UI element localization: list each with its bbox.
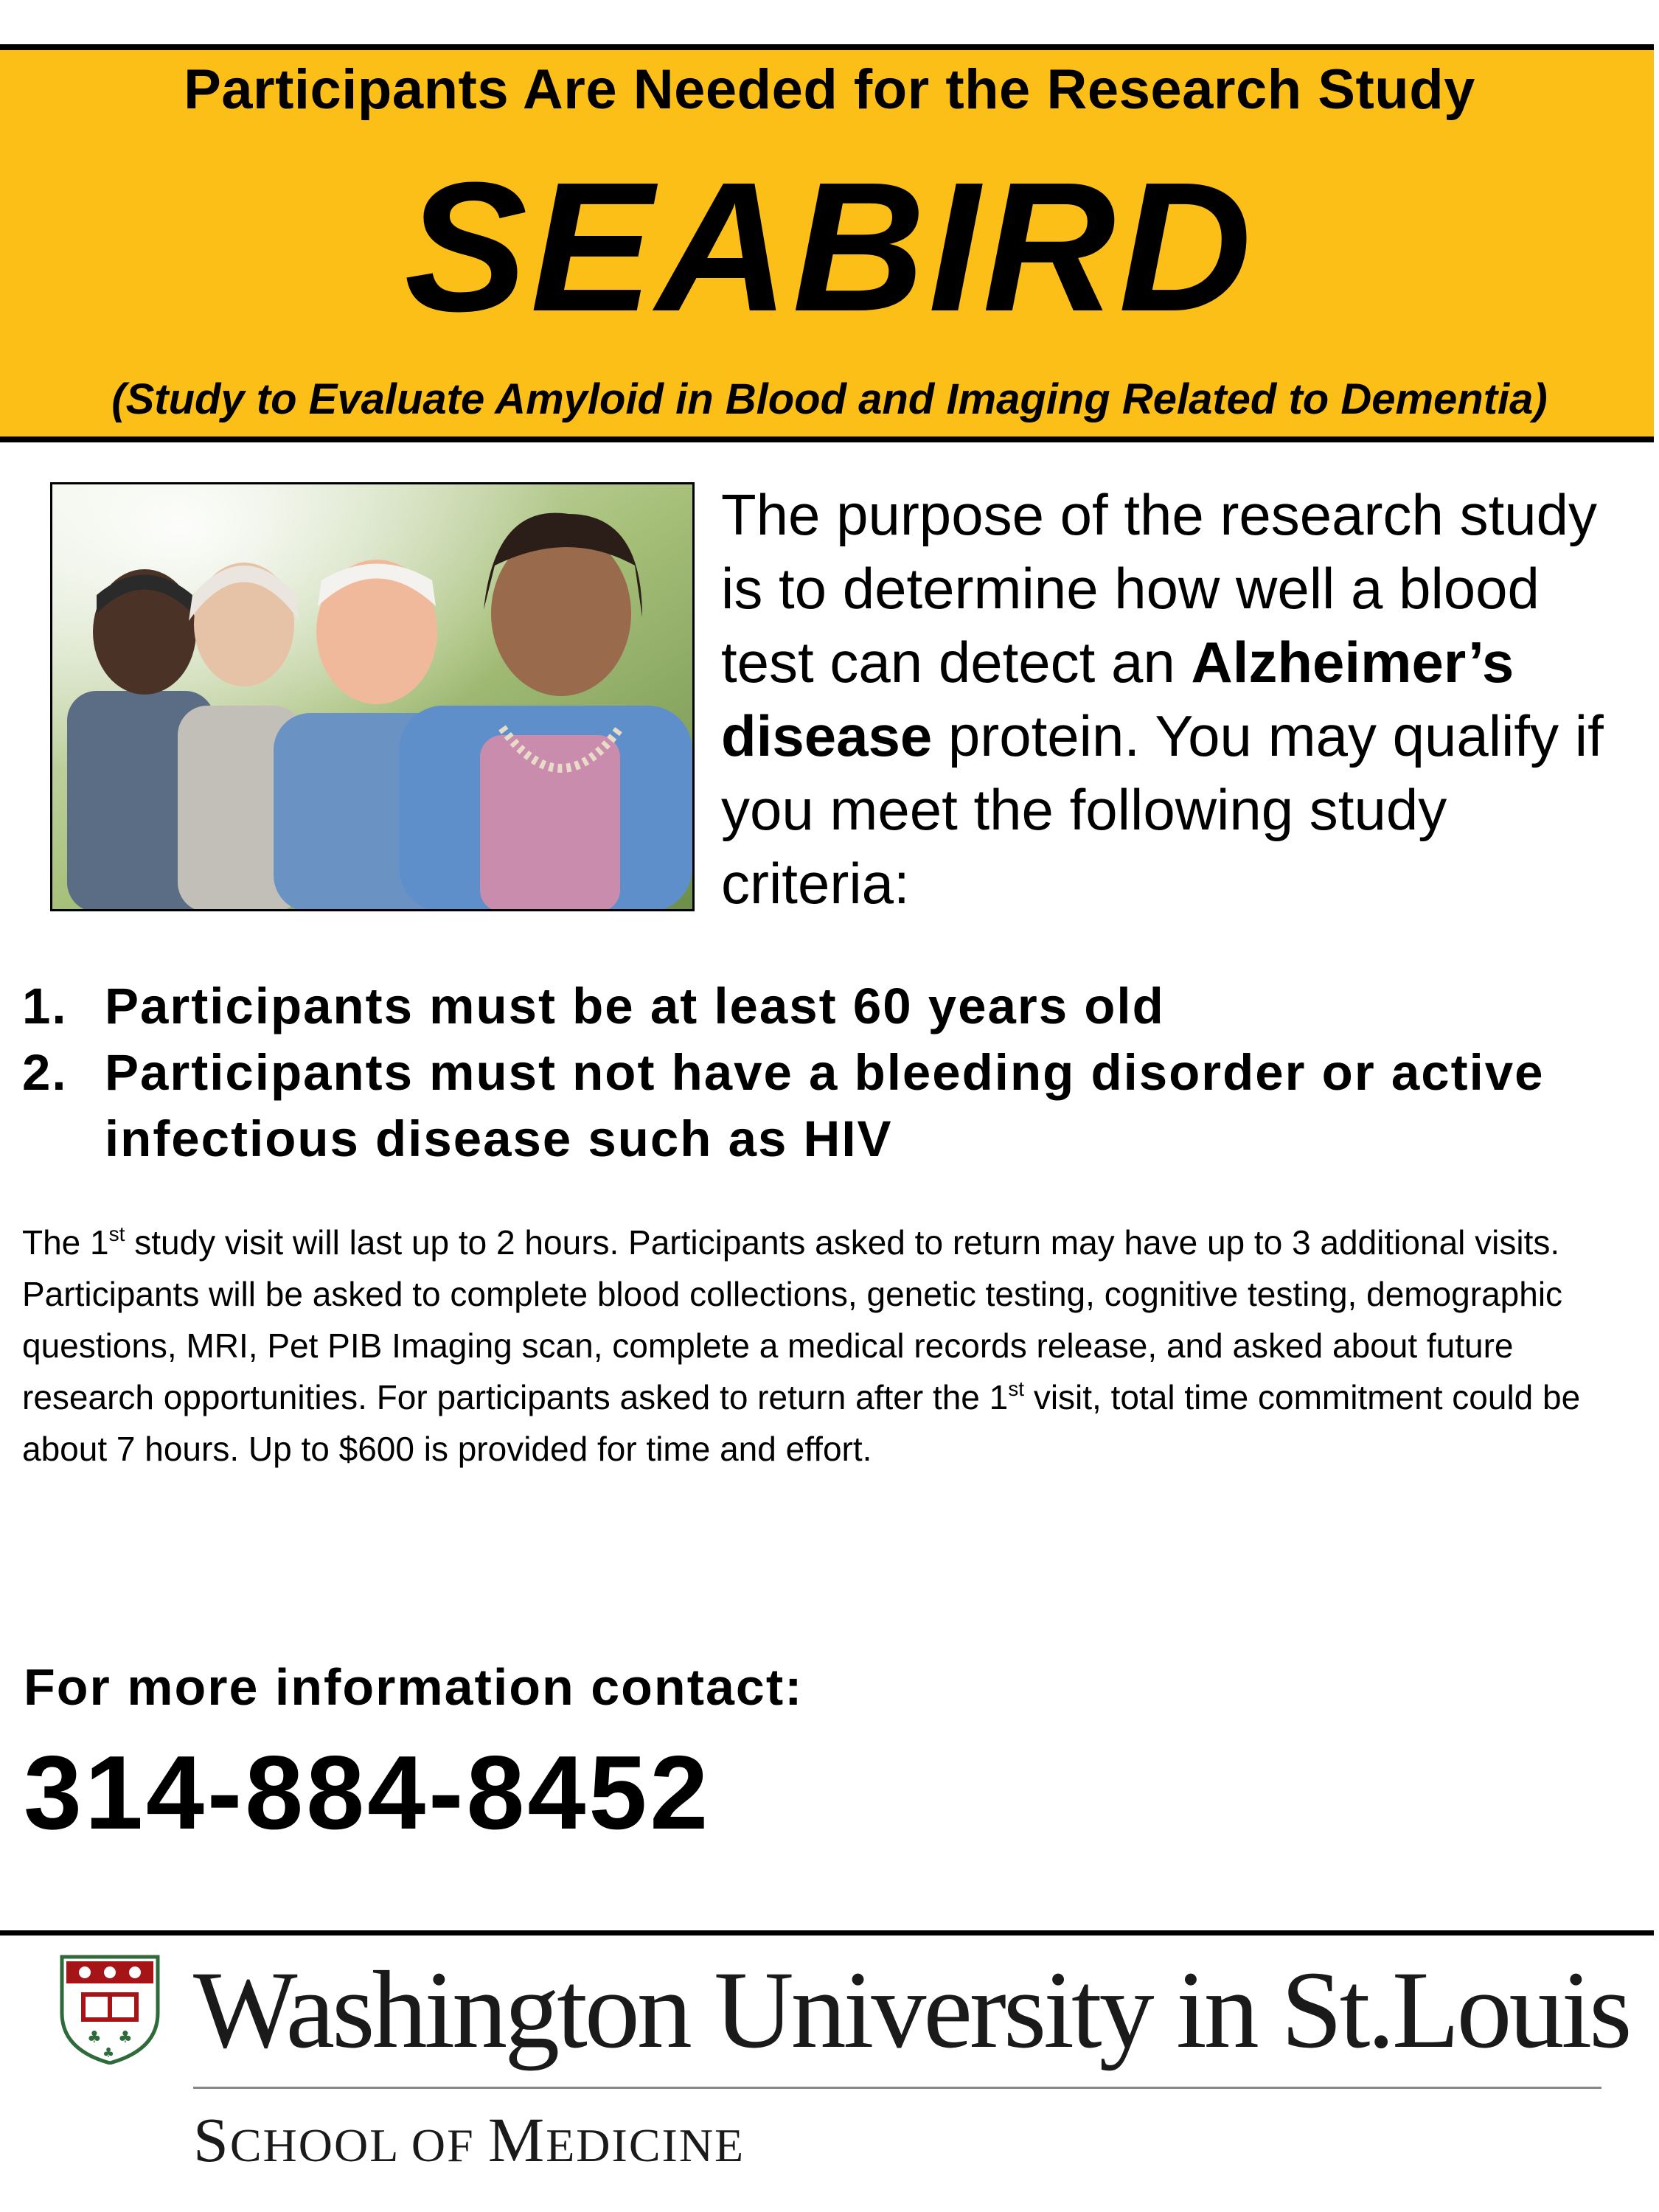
criteria-text: Participants must not have a bleeding disorder or active infectious disease such as HIV (105, 1044, 1545, 1167)
university-seal-icon (59, 1954, 161, 2065)
university-name: Washington University in St.Louis (193, 1949, 1630, 2071)
intro-text-2: protein. You may qualify if you meet the following study criteria: (721, 703, 1604, 916)
study-title: SEABIRD (404, 144, 1255, 349)
svg-text:♣: ♣ (102, 2045, 115, 2061)
details-sup-1: st (108, 1222, 125, 1245)
school-letter-m: M (487, 2104, 546, 2175)
details-sup-2: st (1008, 1377, 1025, 1400)
banner-tagline: Participants Are Needed for the Research Study (184, 58, 1475, 121)
svg-text:♣: ♣ (118, 2028, 133, 2047)
school-text-2: EDICINE (546, 2119, 745, 2171)
details-text-3: visit, total time commitment could be about 7 hours. Up to $600 is provided for time and effort. (22, 1378, 1581, 1468)
participants-photo (50, 482, 695, 911)
details-text-1: The 1 (22, 1223, 109, 1262)
study-details (22, 1217, 1637, 1475)
criteria-text: Participants must be at least 60 years old (105, 978, 1165, 1034)
criteria-number: 2. (22, 1044, 68, 1101)
contact-label: For more information contact: (24, 1658, 804, 1716)
svg-text:♣: ♣ (87, 2028, 102, 2047)
intro-text-1: The purpose of the research study is to determine how well a blood test can detect an (721, 482, 1598, 695)
school-text-1: CHOOL OF (229, 2119, 488, 2171)
footer-divider (0, 1930, 1654, 1935)
intro-paragraph (721, 478, 1635, 920)
footer-thin-rule (193, 2087, 1601, 2089)
criteria-item (22, 973, 1644, 1040)
study-subtitle: (Study to Evaluate Amyloid in Blood and Imaging Related to Dementia) (111, 375, 1548, 423)
contact-phone: 314-884-8452 (24, 1734, 712, 1851)
criteria-item (22, 1040, 1644, 1172)
details-text-2: study visit will last up to 2 hours. Participants asked to return may have up to 3 additional visits. Participants will be asked to complete blood collections, genetic testing, cognitive testing, demographic questions, MRI, Pet PIB Imaging scan, complete a medical records release, and asked about future research opportunities. For participants asked to return after the 1 (22, 1223, 1563, 1416)
school-letter-s: S (193, 2104, 230, 2175)
criteria-list (22, 973, 1644, 1172)
criteria-number: 1. (22, 978, 68, 1034)
school-name (193, 2103, 745, 2177)
intro-bold-disease: Alzheimer’s disease (721, 630, 1514, 768)
